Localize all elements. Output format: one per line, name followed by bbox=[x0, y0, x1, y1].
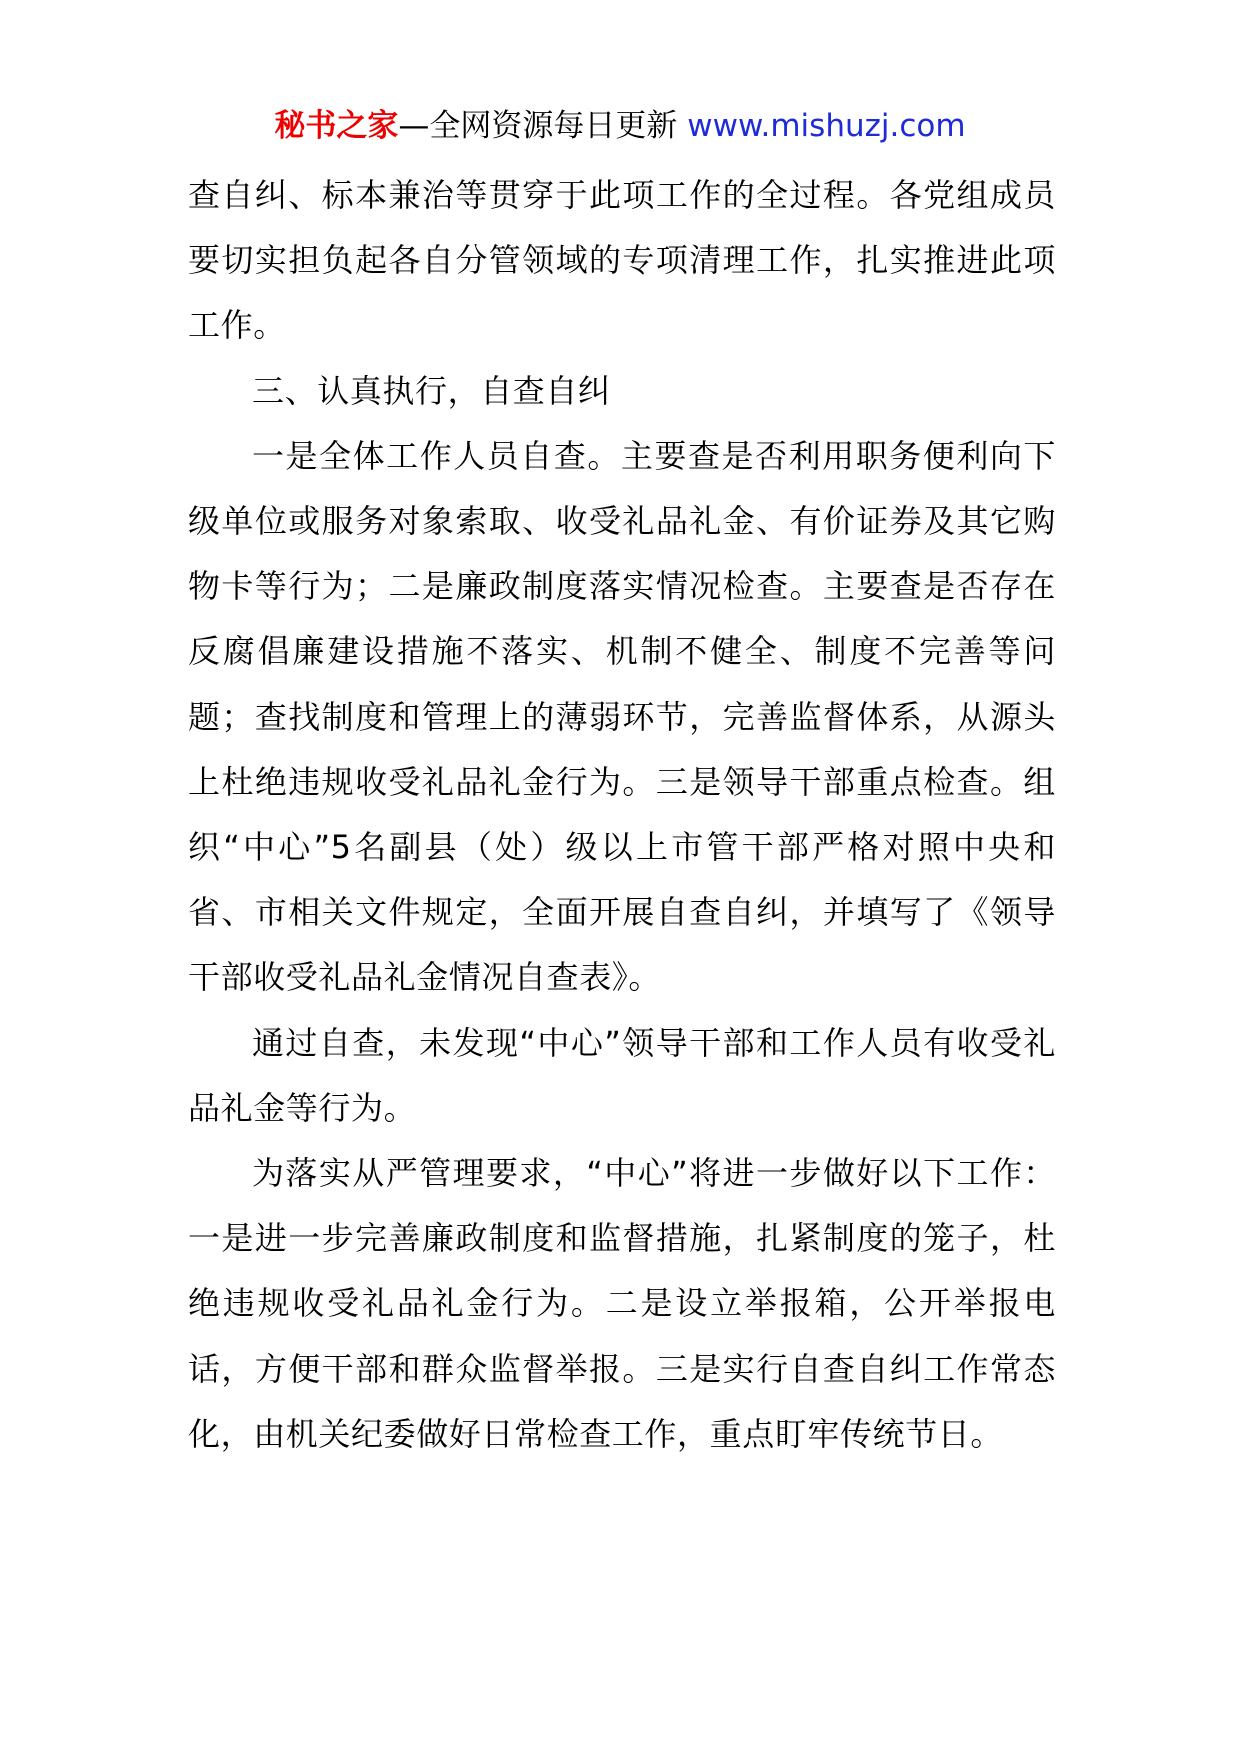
header-tagline: —全网资源每日更新 bbox=[398, 108, 678, 144]
paragraph-self-check: 一是全体工作人员自查。主要查是否利用职务便利向下级单位或服务对象索取、收受礼品礼金、有价证券及其它购物卡等行为；二是廉政制度落实情况检查。主要查是否存在反腐倡廉建设措施不落实、机制不健全、制度不完善等问题；查找制度和管理上的薄弱环节，完善监督体系，从源头上杜绝违规收受礼品礼金行为。三是领导干部重点检查。组织“中心”5名副县（处）级以上市管干部严格对照中央和省、市相关文件规定，全面开展自查自纠，并填写了《领导干部收受礼品礼金情况自查表》。 bbox=[188, 436, 1056, 997]
paragraph-continuation: 查自纠、标本兼治等贯穿于此项工作的全过程。各党组成员要切实担负起各自分管领域的专项清理工作，扎实推进此项工作。 bbox=[188, 176, 1056, 345]
header-url[interactable]: www.mishuzj.com bbox=[687, 108, 966, 144]
watermark-header bbox=[0, 104, 1240, 148]
paragraph-result: 通过自查，未发现“中心”领导干部和工作人员有收受礼品礼金等行为。 bbox=[188, 1023, 1056, 1127]
section-heading: 三、认真执行，自查自纠 bbox=[252, 371, 611, 410]
paragraph-next-steps: 为落实从严管理要求，“中心”将进一步做好以下工作：一是进一步完善廉政制度和监督措施，扎紧制度的笼子，杜绝违规收受礼品礼金行为。二是设立举报箱，公开举报电话，方便干部和群众监督举报。三是实行自查自纠工作常态化，由机关纪委做好日常检查工作，重点盯牢传统节日。 bbox=[188, 1154, 1056, 1453]
document-body bbox=[188, 163, 1056, 1467]
header-brand: 秘书之家 bbox=[274, 108, 399, 144]
